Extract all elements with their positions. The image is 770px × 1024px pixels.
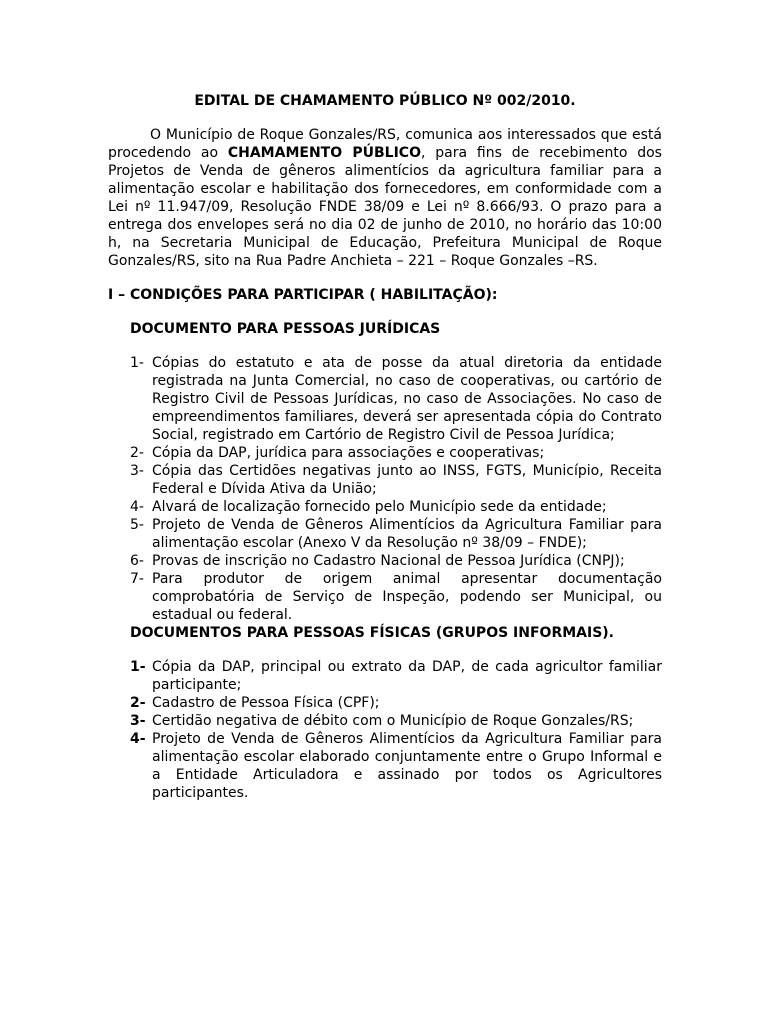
list-item — [130, 498, 662, 516]
list-item-number: 2- — [130, 445, 144, 461]
list-item-number: 7- — [130, 571, 144, 587]
intro-text-end: , para fins de recebimento dos Projetos de Venda de gêneros alimentícios da agricultura familiar para a alimentação escolar e habilitação dos fornecedores, em conformidade com a Lei nº 11.947/09, Resolução FNDE 38/09 e Lei nº 8.666/93. O prazo para a entrega dos envelopes será no dia 02 de junho de 2010, no horário das 10:00 h, na Secretaria Municipal de Educação, Prefeitura Municipal de Roque Gonzales/RS, sito na Rua Padre Anchieta – 221 – Roque Gonzales –RS. — [108, 145, 662, 269]
intro-text-start: O Município de Roque Gonzales/RS, comunica aos interessados que está procedendo ao — [108, 127, 662, 161]
list-item-text: Cópias do estatuto e ata de posse da atual diretoria da entidade registrada na Junta Comercial, no caso de cooperativas, ou cartório de Registro Civil de Pessoas Jurídicas, no caso de Associações. No caso de empreendimentos familiares, deverá ser apresentada cópia do Contrato Social, registrado em Cartório de Registro Civil de Pessoa Jurídica; — [152, 355, 662, 443]
subheading-individuals: DOCUMENTOS PARA PESSOAS FÍSICAS (GRUPOS INFORMAIS). — [130, 625, 614, 641]
list-item-number: 3- — [130, 463, 144, 479]
list-item-number: 1- — [130, 355, 144, 371]
list-item-text: Cadastro de Pessoa Física (CPF); — [152, 695, 380, 711]
list-item — [130, 712, 662, 730]
list-item-text: Cópia das Certidões negativas junto ao INSS, FGTS, Município, Receita Federal e Dívida Ativa da União; — [152, 463, 662, 497]
list-item — [130, 444, 662, 462]
document-page — [108, 92, 662, 802]
list-item-text: Para produtor de origem animal apresentar documentação comprobatória de Serviço de Inspeção, podendo ser Municipal, ou estadual ou federal. — [152, 571, 662, 623]
list-item-text: Provas de inscrição no Cadastro Nacional de Pessoa Jurídica (CNPJ); — [152, 553, 625, 569]
list-item — [130, 658, 662, 694]
list-item-number: 2- — [130, 695, 146, 711]
list-item — [130, 694, 662, 712]
legal-entities-document-list — [130, 354, 662, 624]
list-item — [130, 552, 662, 570]
subheading-legal-entities: DOCUMENTO PARA PESSOAS JURÍDICAS — [130, 321, 441, 337]
list-item — [130, 462, 662, 498]
list-item — [130, 516, 662, 552]
list-item-number: 4- — [130, 499, 144, 515]
document-title: EDITAL DE CHAMAMENTO PÚBLICO Nº 002/2010. — [194, 93, 576, 109]
list-item — [130, 570, 662, 624]
individuals-document-list — [130, 658, 662, 802]
list-item-text: Projeto de Venda de Gêneros Alimentícios da Agricultura Familiar para alimentação escolar (Anexo V da Resolução nº 38/09 – FNDE); — [152, 517, 662, 551]
list-item-text: Certidão negativa de débito com o Município de Roque Gonzales/RS; — [152, 713, 634, 729]
intro-bold-term: CHAMAMENTO PÚBLICO — [227, 145, 421, 161]
list-item — [130, 354, 662, 444]
section-heading-conditions: I – CONDIÇÕES PARA PARTICIPAR ( HABILITAÇÃO): — [108, 287, 498, 303]
list-item-text: Alvará de localização fornecido pelo Município sede da entidade; — [152, 499, 607, 515]
list-item-text: Cópia da DAP, jurídica para associações e cooperativas; — [152, 445, 545, 461]
list-item-number: 5- — [130, 517, 144, 533]
list-item-number: 3- — [130, 713, 146, 729]
list-item-text: Projeto de Venda de Gêneros Alimentícios da Agricultura Familiar para alimentação escolar elaborado conjuntamente entre o Grupo Informal e a Entidade Articuladora e assinado por todos os Agricultores participantes. — [152, 731, 662, 801]
list-item-number: 1- — [130, 659, 146, 675]
list-item-number: 6- — [130, 553, 144, 569]
list-item-text: Cópia da DAP, principal ou extrato da DAP, de cada agricultor familiar participante; — [152, 659, 662, 693]
list-item-number: 4- — [130, 731, 146, 747]
list-item — [130, 730, 662, 802]
intro-paragraph — [108, 126, 662, 270]
